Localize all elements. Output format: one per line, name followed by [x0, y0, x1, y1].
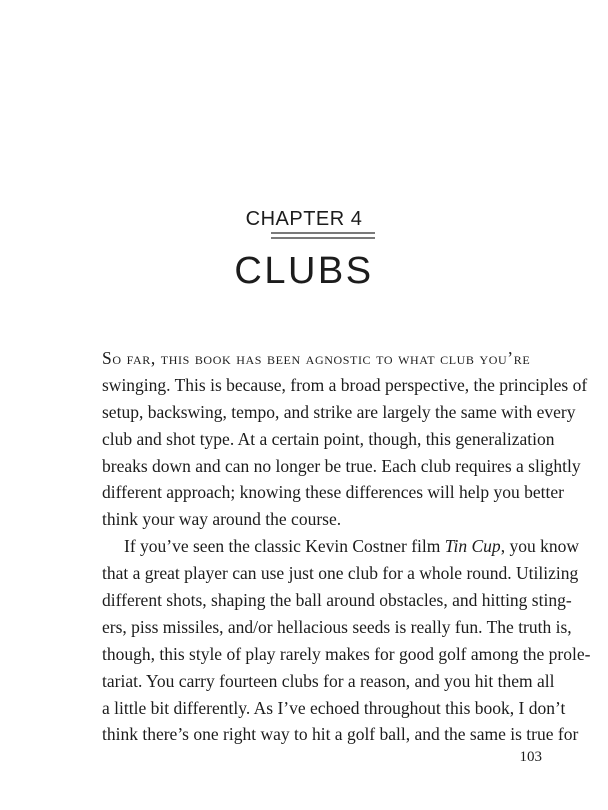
page-number: 103 [519, 749, 542, 765]
text-line: a little bit differently. As I’ve echoed throughout this book, I don’t [102, 697, 566, 718]
text-line: club and shot type. At a certain point, though, this generalization [102, 428, 555, 449]
text-run: , you know [500, 536, 579, 557]
chapter-label: CHAPTER 4 [245, 208, 363, 230]
chapter-rule-upper [271, 232, 375, 234]
chapter-rule-lower [271, 237, 375, 239]
text-line: think your way around the course. [102, 509, 342, 530]
text-line: breaks down and can no longer be true. Each club requires a slightly [102, 455, 581, 476]
text-line: swinging. This is because, from a broad perspective, the principles of [102, 374, 588, 395]
text-run: If you’ve seen the classic Kevin Costner film [124, 536, 445, 557]
text-line: different approach; knowing these differences will help you better [102, 482, 564, 503]
text-line: So far, this book has been agnostic to what club you’re [102, 348, 531, 368]
chapter-title: CLUBS [234, 250, 374, 292]
text-line: different shots, shaping the ball around obstacles, and hitting sting- [102, 590, 572, 611]
text-line: ers, piss missiles, and/or hellacious seeds is really fun. The truth is, [102, 616, 572, 637]
text-line: though, this style of play rarely makes for good golf among the prole- [102, 643, 591, 664]
text-line: that a great player can use just one club for a whole round. Utilizing [102, 563, 579, 584]
body-text [102, 345, 591, 748]
text-line [102, 533, 579, 560]
text-line: tariat. You carry fourteen clubs for a reason, and you hit them all [102, 670, 555, 691]
text-line: think there’s one right way to hit a golf ball, and the same is true for [102, 724, 579, 745]
text-line: setup, backswing, tempo, and strike are largely the same with every [102, 401, 576, 422]
film-title: Tin Cup [444, 536, 501, 557]
